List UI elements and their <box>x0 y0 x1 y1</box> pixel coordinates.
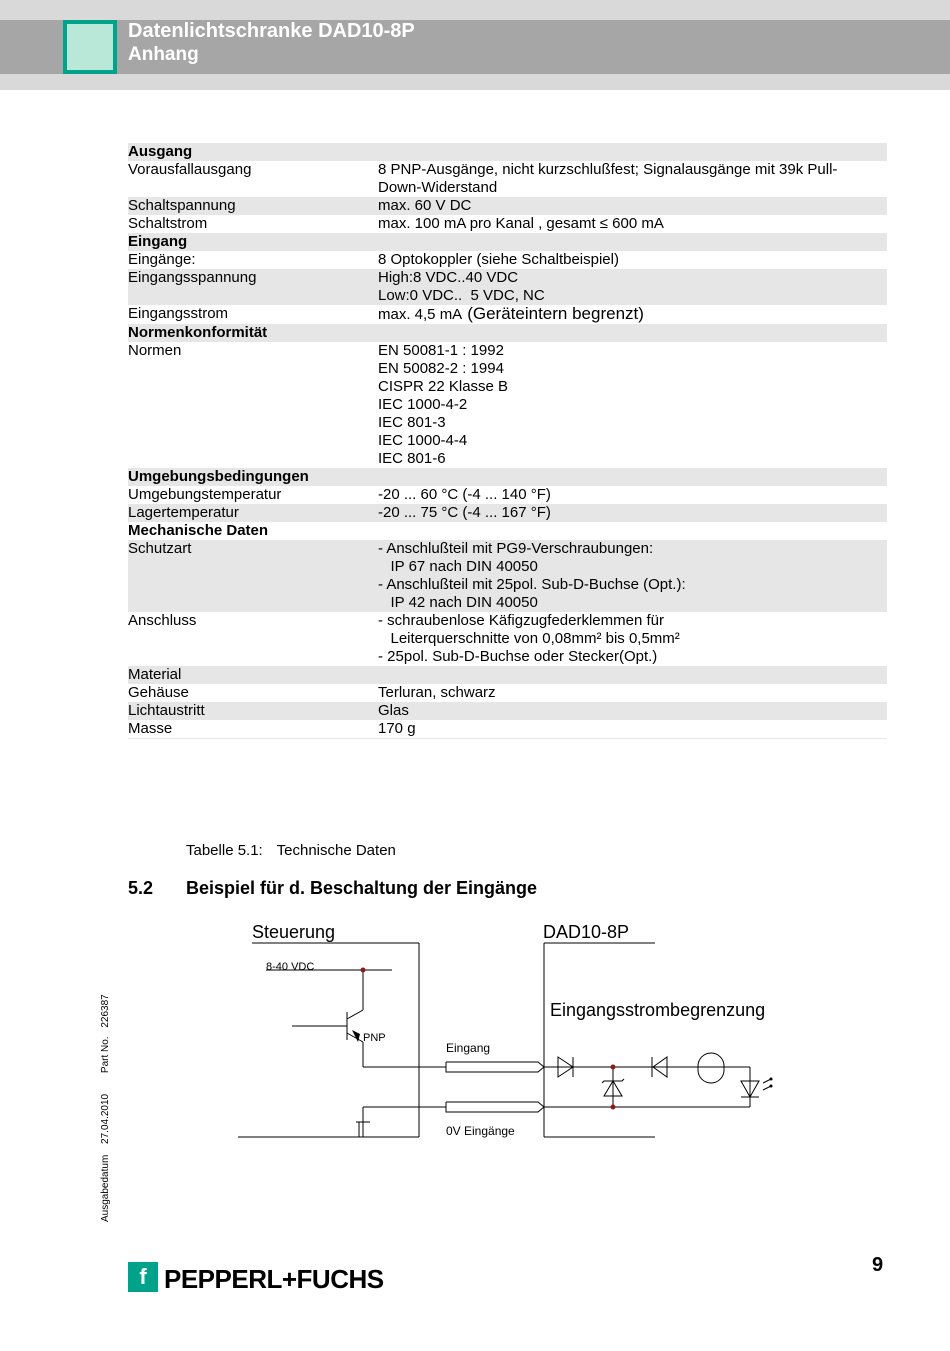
spec-row <box>128 720 887 739</box>
spec-value-text: - Anschlußteil mit PG9-Verschraubungen: IP 67 nach DIN 40050 - Anschlußteil mit 25pol. Sub-D-Buchse (Opt.): IP 42 nach DIN 40050 <box>378 540 686 611</box>
spec-row <box>128 251 887 269</box>
spec-value-note: (Geräteintern begrenzt) <box>467 304 644 323</box>
spec-row <box>128 666 887 684</box>
table-caption <box>186 842 406 859</box>
spec-value <box>378 251 887 269</box>
spec-value <box>378 684 887 702</box>
spec-row <box>128 684 887 702</box>
spec-key: Eingangsspannung <box>128 269 257 286</box>
spec-row <box>128 269 887 305</box>
spec-value <box>378 666 887 684</box>
part-label: Part No. <box>100 1036 111 1074</box>
supply-label: 8-40 VDC <box>266 961 315 973</box>
page-number: 9 <box>872 1254 884 1276</box>
spec-value <box>378 233 887 251</box>
spec-value-text: -20 ... 60 °C (-4 ... 140 °F) <box>378 486 551 503</box>
spec-value-text: -20 ... 75 °C (-4 ... 167 °F) <box>378 504 551 521</box>
spec-key: Lagertemperatur <box>128 504 239 521</box>
document-title: Datenlichtschranke DAD10-8P <box>128 20 415 42</box>
spec-key: Eingänge: <box>128 251 196 268</box>
spec-value <box>378 269 887 305</box>
spec-value <box>378 702 887 720</box>
header-square-icon <box>63 20 117 74</box>
spec-key: Masse <box>128 720 173 737</box>
limit-label: Eingangsstrombegrenzung <box>550 1000 766 1020</box>
spec-value-text: 8 Optokoppler (siehe Schaltbeispiel) <box>378 251 619 268</box>
spec-key: Mechanische Daten <box>128 522 269 539</box>
spec-value-text: max. 100 mA pro Kanal , gesamt ≤ 600 mA <box>378 215 664 232</box>
spec-value-text: Glas <box>378 702 409 719</box>
spec-key: Material <box>128 666 182 683</box>
pnp-label: PNP <box>363 1032 386 1044</box>
spec-row <box>128 522 887 540</box>
spec-value <box>378 486 887 504</box>
spec-value-text: max. 60 V DC <box>378 197 472 214</box>
spec-value <box>378 720 887 739</box>
spec-value <box>378 612 887 666</box>
date-label: Ausgabedatum <box>100 1154 111 1222</box>
side-info <box>100 994 111 1222</box>
spec-key: Schaltspannung <box>128 197 236 214</box>
spec-row <box>128 702 887 720</box>
diagram-right-title: DAD10-8P <box>543 922 630 942</box>
spec-value <box>378 215 887 233</box>
spec-value <box>378 161 887 197</box>
input-label: Eingang <box>446 1041 491 1055</box>
spec-key: Vorausfallausgang <box>128 161 252 178</box>
spec-table <box>128 143 887 739</box>
spec-key: Normenkonformität <box>128 324 268 341</box>
spec-value-text: High:8 VDC..40 VDC Low:0 VDC.. 5 VDC, NC <box>378 269 545 304</box>
document-subtitle: Anhang <box>128 44 199 65</box>
spec-row <box>128 305 887 324</box>
spec-key: Umgebungsbedingungen <box>128 468 309 485</box>
spec-value <box>378 143 887 161</box>
spec-value-text: Terluran, schwarz <box>378 684 496 701</box>
spec-row <box>128 197 887 215</box>
spec-value-text: 170 g <box>378 720 416 737</box>
header-bottom-bar <box>0 74 950 90</box>
spec-row <box>128 324 887 342</box>
spec-row <box>128 540 887 612</box>
spec-row <box>128 504 887 522</box>
spec-key: Lichtaustritt <box>128 702 205 719</box>
spec-value <box>378 342 887 468</box>
spec-row <box>128 215 887 233</box>
caption-text: Technische Daten <box>276 842 396 859</box>
spec-value <box>378 197 887 215</box>
part-value: 226387 <box>100 994 111 1028</box>
spec-key: Gehäuse <box>128 684 189 701</box>
spec-row <box>128 233 887 251</box>
spec-key: Normen <box>128 342 182 359</box>
spec-value-text: max. 4,5 mA <box>378 306 463 323</box>
spec-row <box>128 143 887 161</box>
spec-row <box>128 612 887 666</box>
spec-key: Umgebungstemperatur <box>128 486 282 503</box>
spec-value-text: - schraubenlose Käfigzugfederklemmen für Leiterquerschnitte von 0,08mm² bis 0,5mm² - 25pol. Sub-D-Buchse oder Stecker(Opt.) <box>378 612 680 665</box>
spec-value <box>378 504 887 522</box>
spec-key: Eingang <box>128 233 188 250</box>
spec-value <box>378 540 887 612</box>
spec-value <box>378 305 887 324</box>
spec-value-text: EN 50081-1 : 1992 EN 50082-2 : 1994 CISPR 22 Klasse B IEC 1000-4-2 IEC 801-3 IEC 1000-4-4 IEC 801-6 <box>378 342 509 467</box>
ground-label: 0V Eingänge <box>446 1124 515 1138</box>
spec-key: Ausgang <box>128 143 193 160</box>
spec-value <box>378 522 887 540</box>
header-top-bar <box>0 0 950 20</box>
section-title: Beispiel für d. Beschaltung der Eingänge <box>186 878 538 898</box>
diagram-left-title: Steuerung <box>252 922 336 942</box>
section-number: 5.2 <box>128 878 154 898</box>
spec-row <box>128 486 887 504</box>
caption-label: Tabelle 5.1: <box>186 842 263 859</box>
spec-value-text: 8 PNP-Ausgänge, nicht kurzschlußfest; Signalausgänge mit 39k Pull- Down-Widerstand <box>378 161 838 196</box>
wiring-diagram <box>230 915 790 1145</box>
spec-row <box>128 161 887 197</box>
date-value: 27.04.2010 <box>100 1093 111 1144</box>
spec-row <box>128 342 887 468</box>
logo-text: PEPPERL+FUCHS <box>164 1264 384 1294</box>
spec-value <box>378 324 887 342</box>
spec-key: Schutzart <box>128 540 192 557</box>
spec-key: Schaltstrom <box>128 215 208 232</box>
spec-key: Eingangsstrom <box>128 305 229 322</box>
logo-mark-icon: f <box>128 1262 158 1292</box>
spec-value <box>378 468 887 486</box>
spec-key: Anschluss <box>128 612 197 629</box>
spec-row <box>128 468 887 486</box>
